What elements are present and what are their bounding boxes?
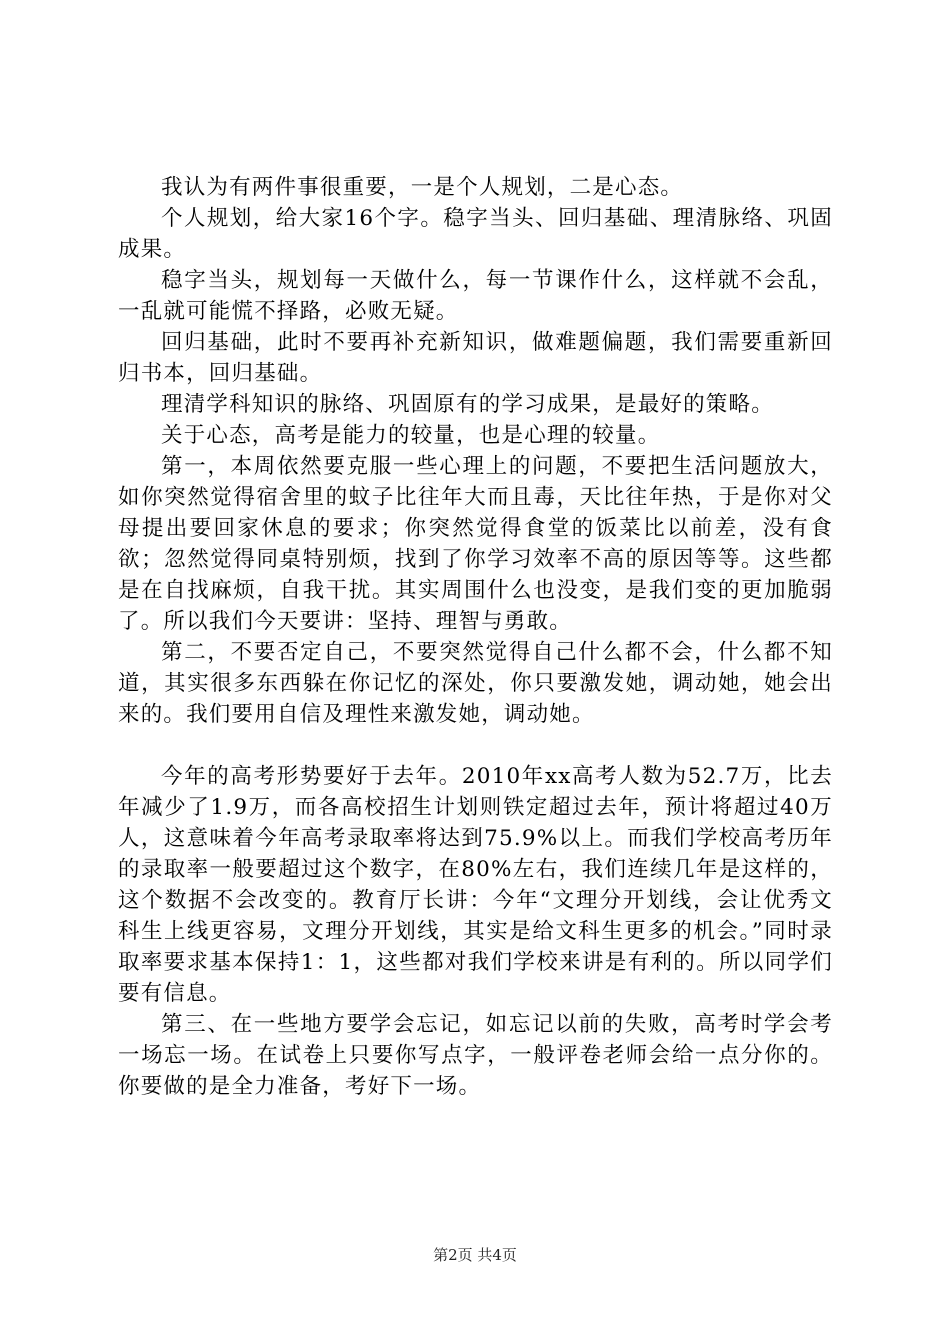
paragraph-mindset: 关于心态，高考是能力的较量，也是心理的较量。	[161, 423, 661, 448]
paragraph-steady: 稳字当头，规划每一天做什么，每一节课作什么，这样就不会乱，一乱就可能慌不择路，必败无疑。	[118, 268, 833, 324]
paragraph-back-to-basics: 回归基础，此时不要再补充新知识，做难题偏题，我们需要重新回归书本，回归基础。	[118, 330, 833, 386]
paragraph-personal-plan: 个人规划，给大家16个字。稳字当头、回归基础、理清脉络、巩固成果。	[118, 206, 833, 262]
paragraph-third-point: 第三、在一些地方要学会忘记，如忘记以前的失败，高考时学会考一场忘一场。在试卷上只要你写点字，一般评卷老师会给一点分你的。你要做的是全力准备，考好下一场。	[118, 1012, 833, 1099]
paragraph-two-things: 我认为有两件事很重要，一是个人规划，二是心态。	[161, 175, 684, 200]
paragraph-second-point: 第二，不要否定自己，不要突然觉得自己什么都不会，什么都不知道，其实很多东西躲在你记忆的深处，你只要激发她，调动她，她会出来的。我们要用自信及理性来激发她，调动她。	[118, 640, 833, 727]
page-number-footer: 第2页 共4页	[433, 1246, 517, 1264]
document-body	[118, 172, 833, 1102]
paragraph-exam-situation: 今年的高考形势要好于去年。2010年xx高考人数为52.7万，比去年减少了1.9万，而各高校招生计划则铁定超过去年，预计将超过40万人，这意味着今年高考录取率将达到75.9%以上。而我们学校高考历年的录取率一般要超过这个数字，在80%左右，我们连续几年是这样的，这个数据不会改变的。教育厅长讲：今年“文理分开划线，会让优秀文科生上线更容易，文理分开划线，其实是给文科生更多的机会。”同时录取率要求基本保持1：1，这些都对我们学校来讲是有利的。所以同学们要有信息。	[118, 764, 833, 1006]
paragraph-first-point: 第一，本周依然要克服一些心理上的问题，不要把生活问题放大，如你突然觉得宿舍里的蚊子比往年大而且毒，天比往年热，于是你对父母提出要回家休息的要求；你突然觉得食堂的饭菜比以前差，没有食欲；忽然觉得同桌特别烦，找到了你学习效率不高的原因等等。这些都是在自找麻烦，自我干扰。其实周围什么也没变，是我们变的更加脆弱了。所以我们今天要讲：坚持、理智与勇敢。	[118, 454, 833, 634]
paragraph-spacer	[118, 730, 833, 761]
paragraph-clarify-knowledge: 理清学科知识的脉络、巩固原有的学习成果，是最好的策略。	[161, 392, 774, 417]
